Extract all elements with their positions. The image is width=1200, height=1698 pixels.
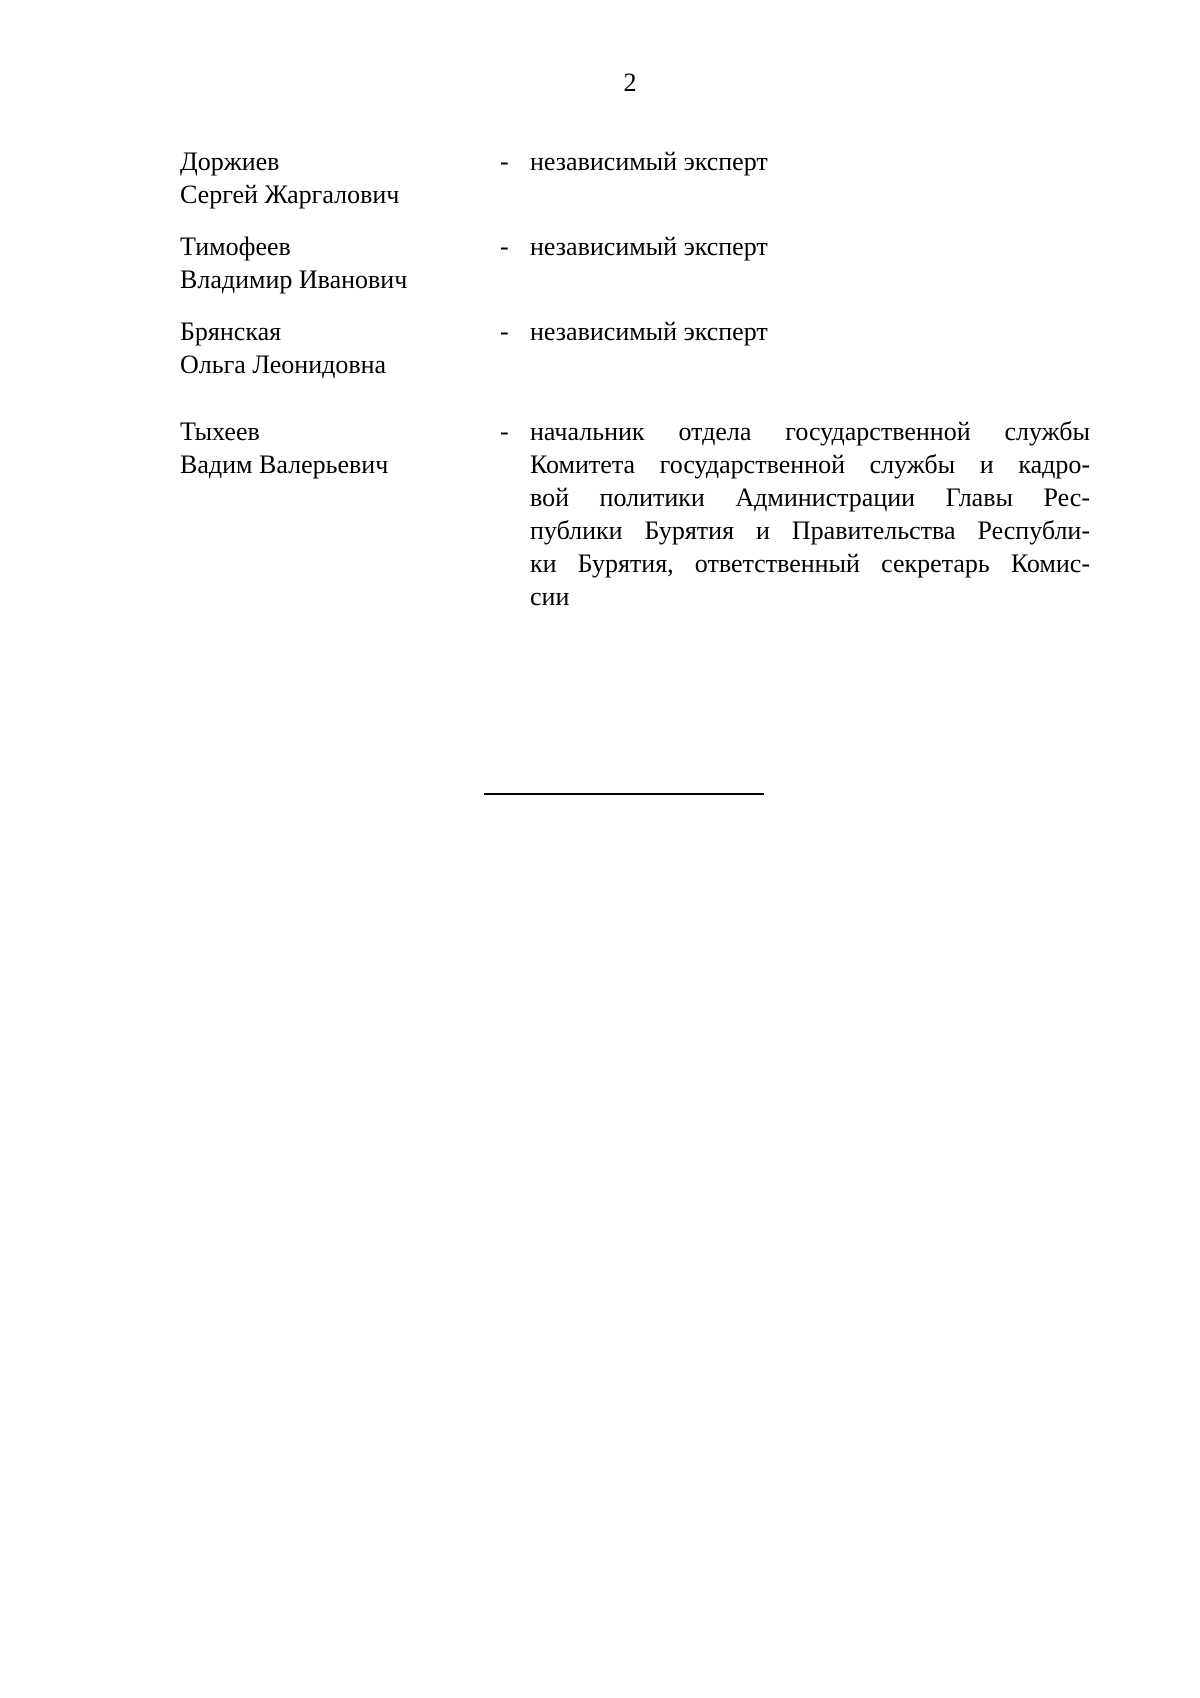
member-role <box>530 145 1090 178</box>
member-surname: Брянская <box>180 317 282 346</box>
member-surname: Тыхеев <box>180 417 260 446</box>
member-role <box>530 315 1090 348</box>
member-given-names: Вадим Валерьевич <box>180 450 389 479</box>
member-surname: Доржиев <box>180 147 280 176</box>
end-of-list-rule <box>484 793 764 795</box>
member-name <box>180 315 500 381</box>
role-line: независимый эксперт <box>530 232 768 261</box>
member-name <box>180 145 500 211</box>
role-line: независимый эксперт <box>530 317 768 346</box>
role-line: ки Бурятия, ответственный секретарь Комис- <box>530 549 1090 578</box>
dash-separator: - <box>500 317 509 346</box>
dash-separator: - <box>500 417 509 446</box>
role-line: публики Бурятия и Правительства Республи- <box>530 516 1090 545</box>
role-line: вой политики Администрации Главы Рес- <box>530 483 1090 512</box>
member-role <box>530 415 1090 613</box>
member-given-names: Владимир Иванович <box>180 265 408 294</box>
member-given-names: Сергей Жаргалович <box>180 180 400 209</box>
member-surname: Тимофеев <box>180 232 291 261</box>
role-line: сии <box>530 582 570 611</box>
dash-separator: - <box>500 232 509 261</box>
role-line: Комитета государственной службы и кадро- <box>530 450 1090 479</box>
member-role <box>530 230 1090 263</box>
role-line: независимый эксперт <box>530 147 768 176</box>
role-line: начальник отдела государственной службы <box>530 417 1090 446</box>
page-number: 2 <box>623 68 637 97</box>
member-given-names: Ольга Леонидовна <box>180 350 387 379</box>
member-name <box>180 415 500 481</box>
member-name <box>180 230 500 296</box>
dash-separator: - <box>500 147 509 176</box>
